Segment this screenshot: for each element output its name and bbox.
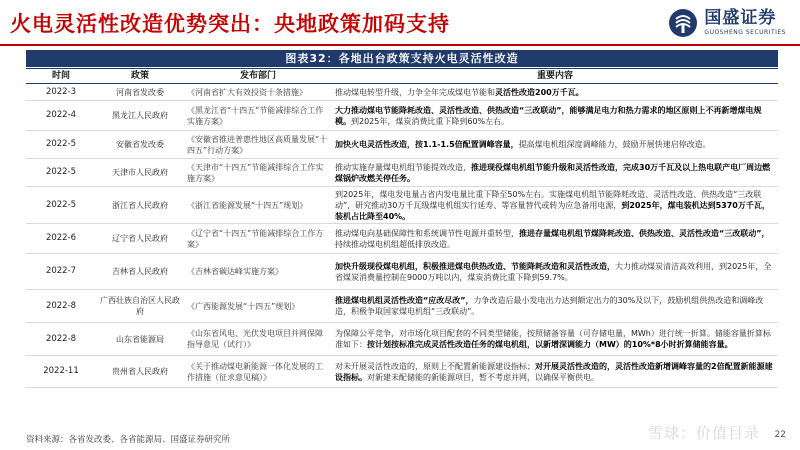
table-header-row <box>26 69 778 84</box>
cell-dept: 《吉林省碳达峰实施方案》 <box>184 254 332 290</box>
cell-dept: 《广西能源发展“十四五”规划》 <box>184 290 332 323</box>
cell-dept: 《河南省扩大有效投资十条措施》 <box>184 84 332 101</box>
table-row <box>26 254 778 290</box>
cell-time: 2022-5 <box>26 131 96 159</box>
cell-dept: 《安徽省推进普惠性地区高质量发展“十四五”行动方案》 <box>184 131 332 159</box>
cell-content <box>332 131 778 159</box>
content-plain: 为保障公平竞争，对市场化项目配套的不同类型储能，按照储备容量（可存储电量，MWh）进行统一折算。储能容量折算标准如下： <box>335 329 771 349</box>
cell-policy: 天津市人民政府 <box>96 159 184 187</box>
cell-content <box>332 323 778 356</box>
cell-time: 2022-4 <box>26 101 96 131</box>
column-header-content: 重要内容 <box>332 69 778 84</box>
table-row <box>26 323 778 356</box>
content-tail: 对新建未配储能的新能源项目，暂不考虑并网，以确保平衡供电。 <box>367 372 599 382</box>
cell-time: 2022-5 <box>26 187 96 224</box>
cell-dept: 《关于推动煤电新能源一体化发展的工作措施（征求意见稿）》 <box>184 356 332 388</box>
content-bold: 大力推动煤电节能降耗改造、灵活性改造、供热改造“三改联动”，能够满足电力和热力需求的地区原则上不再新增煤电规模。 <box>335 105 762 126</box>
source-note: 资料来源：各省发改委、各省能源局、国盛证券研究所 <box>26 435 231 445</box>
table-row <box>26 356 778 388</box>
content-bold: 按计划按标准完成灵活性改造任务的煤电机组，以新增深调能力（MW）的10%*8小时折算储能容量。 <box>367 340 733 349</box>
cell-dept: 《辽宁省“十四五”节能减排综合工作方案》 <box>184 224 332 254</box>
cell-policy: 广西壮族自治区人民政府 <box>96 290 184 323</box>
logo-english-name: GUOSHENG SECURITIES <box>704 29 786 36</box>
cell-dept: 《浙江省能源发展“十四五”规划》 <box>184 187 332 224</box>
content-plain: 对未开展灵活性改造的，原则上不配置新能源建设指标； <box>335 361 535 371</box>
cell-dept: 《山东省风电、光伏发电项目并网保障指导意见（试行）》 <box>184 323 332 356</box>
cell-content <box>332 356 778 388</box>
cell-content <box>332 84 778 101</box>
content-bold: 推进煤电机组灵活性改造“应改尽改”， <box>335 296 474 305</box>
cell-dept: 《天津市“十四五”节能减排综合工作实施方案》 <box>184 159 332 187</box>
cell-policy: 辽宁省人民政府 <box>96 224 184 254</box>
cell-time: 2022-11 <box>26 356 96 388</box>
cell-dept: 《黑龙江省“十四五”节能减排综合工作实施方案》 <box>184 101 332 131</box>
content-bold: 灵活性改造200万千瓦。 <box>495 87 584 97</box>
column-header-dept: 发布部门 <box>184 69 332 84</box>
content-bold: 推进存量煤电机组节煤降耗改造、供热改造、灵活性改造“三改联动”， <box>519 228 770 238</box>
content-plain: 推动煤电转型升级，力争全年完成煤电节能和 <box>335 87 495 97</box>
content-tail: 力争改造后最小发电出力达到额定出力的30%及以下，鼓励机组供热改造和调峰改造，积极争取国家煤电机组“三改联动”。 <box>335 296 764 316</box>
cell-policy: 贵州省人民政府 <box>96 356 184 388</box>
content-plain: 推动实施存量煤电机组节能提效改造， <box>335 162 471 172</box>
logo-chinese-name: 国盛证券 <box>704 8 777 28</box>
cell-time: 2022-3 <box>26 84 96 101</box>
cell-time: 2022-5 <box>26 159 96 187</box>
table-row <box>26 224 778 254</box>
table-row <box>26 159 778 187</box>
table-body <box>26 84 778 388</box>
table-row <box>26 187 778 224</box>
cell-policy: 安徽省发改委 <box>96 131 184 159</box>
cell-content <box>332 224 778 254</box>
cell-content <box>332 187 778 224</box>
cell-time: 2022-6 <box>26 224 96 254</box>
header-divider <box>0 44 800 46</box>
table-row <box>26 131 778 159</box>
cell-policy: 浙江省人民政府 <box>96 187 184 224</box>
cell-time: 2022-8 <box>26 323 96 356</box>
cell-content <box>332 101 778 131</box>
content-bold: 到2025年，煤电装机达到5370万千瓦，装机占比降至40%。 <box>335 200 770 221</box>
cell-policy: 吉林省人民政府 <box>96 254 184 290</box>
content-bold: 对开展灵活性改造的，灵活性改造新增调峰容量的2倍配置新能源建设指标。 <box>335 361 773 382</box>
page-title: 火电灵活性改造优势突出：央地政策加码支持 <box>10 12 450 36</box>
watermark: 雪球：价值目录 <box>647 424 760 442</box>
column-header-time: 时间 <box>26 69 96 84</box>
policy-table <box>26 68 778 388</box>
content-plain: 推动煤电向基础保障性和系统调节性电源并重转型， <box>335 228 519 238</box>
cell-content <box>332 254 778 290</box>
column-header-policy: 政策 <box>96 69 184 84</box>
cell-time: 2022-7 <box>26 254 96 290</box>
page-header <box>0 0 800 44</box>
table-row <box>26 290 778 323</box>
cell-time: 2022-8 <box>26 290 96 323</box>
cell-content <box>332 159 778 187</box>
content-bold: 加快升级现役煤电机组，积极推进煤电供热改造、节能降耗改造和灵活性改造， <box>335 261 615 271</box>
content-bold: 加快火电灵活性改造，按1.1-1.5倍配置调峰容量， <box>335 140 519 149</box>
figure-title: 图表32：各地出台政策支持火电灵活性改造 <box>26 50 778 67</box>
content-tail: 大力推动煤炭清洁高效利用，到2025年，全省煤炭消费量控制在9000万吨以内，煤炭消费比重下降到59.7%。 <box>335 261 772 282</box>
guosheng-logo-icon <box>668 8 698 38</box>
logo <box>668 6 786 40</box>
table-row <box>26 84 778 101</box>
table-row <box>26 101 778 131</box>
content-bold: 推进现役煤电机组节能升级和灵活性改造，完成30万千瓦及以上热电联产电厂周边燃煤锅炉改燃关停任务。 <box>335 162 771 183</box>
content-tail: 到2025年，煤炭消费比重下降到60%左右。 <box>351 116 510 126</box>
page-number: 22 <box>774 430 786 440</box>
cell-content <box>332 290 778 323</box>
cell-policy: 山东省能源局 <box>96 323 184 356</box>
content-tail: 持续推动煤电机组超低排放改造。 <box>335 239 455 249</box>
content-plain: 到2025年，煤电发电量占省内发电量比重下降至50%左右。实施煤电机组节能降耗改造、灵活性改造、供热改造“三改联动”，研究推动30万千瓦级煤电机组实行延寿、等容量替代或转为应急备用电源， <box>335 189 762 210</box>
cell-policy: 黑龙江人民政府 <box>96 101 184 131</box>
content-tail: 提高煤电机组深度调峰能力，鼓励开展快速启停改造。 <box>518 140 711 149</box>
cell-policy: 河南省发改委 <box>96 84 184 101</box>
